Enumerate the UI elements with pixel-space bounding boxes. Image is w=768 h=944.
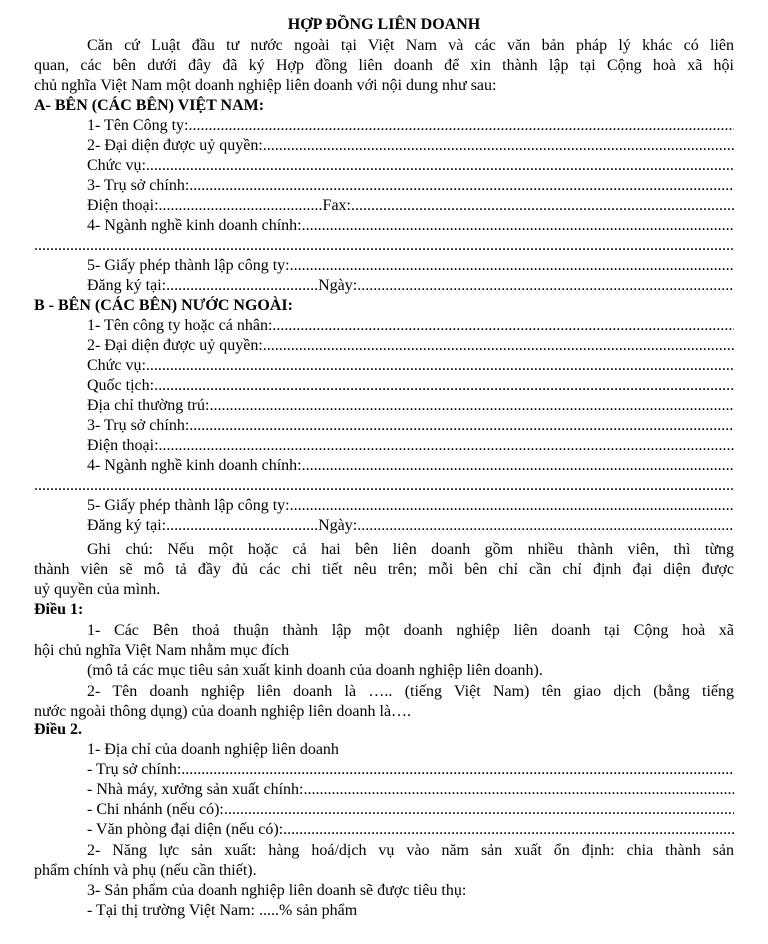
field-2-branch-blank bbox=[224, 800, 734, 820]
section-b-heading: B - BÊN (CÁC BÊN) NƯỚC NGOÀI: bbox=[34, 297, 293, 314]
section-a-heading: A- BÊN (CÁC BÊN) VIỆT NAM: bbox=[34, 97, 265, 114]
field-b-address-label: Địa chỉ thường trú: bbox=[87, 397, 210, 414]
field-b-phone-blank bbox=[159, 436, 734, 456]
article-2-p2-line-1: 2- Năng lực sản xuất: hàng hoá/dịch vụ vào năm sản xuất ổn định: chia thành sản bbox=[87, 842, 734, 859]
field-a-license-blank bbox=[290, 256, 734, 276]
preamble-line-1: Căn cứ Luật đầu tư nước ngoài tại Việt Nam và các văn bản pháp lý khác có liên bbox=[87, 37, 734, 54]
field-2-branch bbox=[34, 800, 734, 820]
field-a-hq bbox=[34, 176, 734, 196]
field-a-date-label: Ngày: bbox=[318, 277, 358, 294]
field-b-hq-blank bbox=[189, 416, 734, 436]
field-a-company-blank bbox=[188, 116, 734, 136]
field-a-business-cont bbox=[34, 236, 734, 256]
field-2-office-blank bbox=[283, 820, 734, 840]
field-a-reg-blank: ...................................... bbox=[166, 277, 319, 294]
field-a-reg-label: Đăng ký tại: bbox=[87, 277, 167, 294]
field-a-hq-label: 3- Trụ sở chính: bbox=[87, 177, 190, 194]
field-2-office-label: - Văn phòng đại diện (nếu có): bbox=[87, 821, 284, 838]
field-b-position-label: Chức vụ: bbox=[87, 357, 146, 374]
article-1-heading: Điều 1: bbox=[34, 601, 84, 618]
field-2-hq-label: - Trụ sở chính: bbox=[87, 761, 182, 778]
article-1-p1-desc: (mô tả các mục tiêu sản xuất kinh doanh của doanh nghiệp liên doanh). bbox=[87, 662, 543, 679]
note-line-3: uỷ quyền của mình. bbox=[34, 581, 161, 598]
field-a-position-blank bbox=[146, 156, 734, 176]
field-b-address bbox=[34, 396, 734, 416]
field-a-business-blank-2 bbox=[34, 236, 734, 256]
field-a-rep bbox=[34, 136, 734, 156]
article-2-p2-line-2: phẩm chính và phụ (nếu cần thiết). bbox=[34, 862, 257, 879]
field-b-company-label: 1- Tên công ty hoặc cá nhân: bbox=[87, 317, 273, 334]
field-a-business-label: 4- Ngành nghề kinh doanh chính: bbox=[87, 217, 302, 234]
preamble-line-2: quan, các bên dưới đây đã ký Hợp đồng liên doanh để xin thành lập tại Cộng hoà xã hội bbox=[34, 57, 734, 74]
field-2-office bbox=[34, 820, 734, 840]
article-2-p1: 1- Địa chỉ của doanh nghiệp liên doanh bbox=[87, 741, 339, 758]
field-b-license-blank bbox=[290, 496, 734, 516]
field-a-business-blank bbox=[302, 216, 734, 236]
field-a-position-label: Chức vụ: bbox=[87, 157, 146, 174]
field-2-factory bbox=[34, 780, 734, 800]
preamble-line-3: chủ nghĩa Việt Nam một doanh nghiệp liên doanh với nội dung như sau: bbox=[34, 77, 497, 94]
note-line-2: thành viên sẽ mô tả đầy đủ các chi tiết nêu trên; mỗi bên chỉ cần chỉ định đại diện được bbox=[34, 561, 734, 578]
field-b-rep-label: 2- Đại diện được uỷ quyền: bbox=[87, 337, 263, 354]
field-a-date-blank bbox=[357, 276, 734, 296]
article-2-p3a: - Tại thị trường Việt Nam: .....% sản phẩm bbox=[87, 902, 358, 919]
field-b-license bbox=[34, 496, 734, 516]
field-b-hq bbox=[34, 416, 734, 436]
field-b-nationality-blank bbox=[154, 376, 734, 396]
field-b-position-blank bbox=[146, 356, 734, 376]
field-2-hq-blank bbox=[181, 760, 734, 780]
field-a-company bbox=[34, 116, 734, 136]
note-line-1: Ghi chú: Nếu một hoặc cả hai bên liên doanh gồm nhiều thành viên, thì từng bbox=[87, 541, 734, 558]
article-1-p1-line-1: 1- Các Bên thoả thuận thành lập một doanh nghiệp liên doanh tại Cộng hoà xã bbox=[87, 622, 734, 639]
field-b-rep bbox=[34, 336, 734, 356]
field-b-business-blank bbox=[302, 456, 734, 476]
field-a-license bbox=[34, 256, 734, 276]
field-b-date-blank bbox=[357, 516, 734, 536]
field-a-fax-blank bbox=[351, 196, 734, 216]
field-a-registration bbox=[34, 276, 734, 296]
field-a-company-label: 1- Tên Công ty: bbox=[87, 117, 189, 134]
field-b-license-label: 5- Giấy phép thành lập công ty: bbox=[87, 497, 290, 514]
field-b-business-cont bbox=[34, 476, 734, 496]
field-a-phone-label: Điện thoại: bbox=[87, 197, 159, 214]
field-b-position bbox=[34, 356, 734, 376]
field-a-hq-blank bbox=[189, 176, 734, 196]
article-2-heading: Điều 2. bbox=[34, 721, 82, 738]
field-b-business bbox=[34, 456, 734, 476]
field-2-branch-label: - Chi nhánh (nếu có): bbox=[87, 801, 224, 818]
field-a-rep-label: 2- Đại diện được uỷ quyền: bbox=[87, 137, 263, 154]
field-a-business bbox=[34, 216, 734, 236]
field-2-factory-label: - Nhà máy, xưởng sản xuất chính: bbox=[87, 781, 304, 798]
field-b-company-blank bbox=[272, 316, 734, 336]
field-a-phone-blank: ......................................... bbox=[158, 197, 323, 214]
field-b-business-blank-2 bbox=[34, 476, 734, 496]
field-b-nationality bbox=[34, 376, 734, 396]
article-1-p2-line-1: 2- Tên doanh nghiệp liên doanh là ….. (tiếng Việt Nam) tên giao dịch (bằng tiếng bbox=[87, 683, 734, 700]
field-b-phone-label: Điện thoại: bbox=[87, 437, 159, 454]
article-2-p3: 3- Sản phẩm của doanh nghiệp liên doanh sẽ được tiêu thụ: bbox=[87, 882, 467, 899]
field-b-business-label: 4- Ngành nghề kinh doanh chính: bbox=[87, 457, 302, 474]
field-b-hq-label: 3- Trụ sở chính: bbox=[87, 417, 190, 434]
field-b-nationality-label: Quốc tịch: bbox=[87, 377, 155, 394]
field-b-address-blank bbox=[209, 396, 734, 416]
field-a-phone-fax bbox=[34, 196, 734, 216]
field-b-date-label: Ngày: bbox=[318, 517, 358, 534]
field-2-factory-blank bbox=[304, 780, 735, 800]
field-a-license-label: 5- Giấy phép thành lập công ty: bbox=[87, 257, 290, 274]
field-b-company bbox=[34, 316, 734, 336]
document-title: HỢP ĐỒNG LIÊN DOANH bbox=[287, 16, 481, 33]
field-a-position bbox=[34, 156, 734, 176]
article-1-p1-line-2: hội chủ nghĩa Việt Nam nhằm mục đích bbox=[34, 642, 290, 659]
field-b-registration bbox=[34, 516, 734, 536]
field-b-reg-label: Đăng ký tại: bbox=[87, 517, 167, 534]
field-2-hq bbox=[34, 760, 734, 780]
field-b-reg-blank: ...................................... bbox=[166, 517, 319, 534]
field-b-rep-blank bbox=[263, 336, 734, 356]
article-1-p2-line-2: nước ngoài thông dụng) của doanh nghiệp liên doanh là…. bbox=[34, 703, 412, 720]
field-a-fax-label: Fax: bbox=[322, 197, 351, 214]
field-a-rep-blank bbox=[263, 136, 734, 156]
field-b-phone bbox=[34, 436, 734, 456]
